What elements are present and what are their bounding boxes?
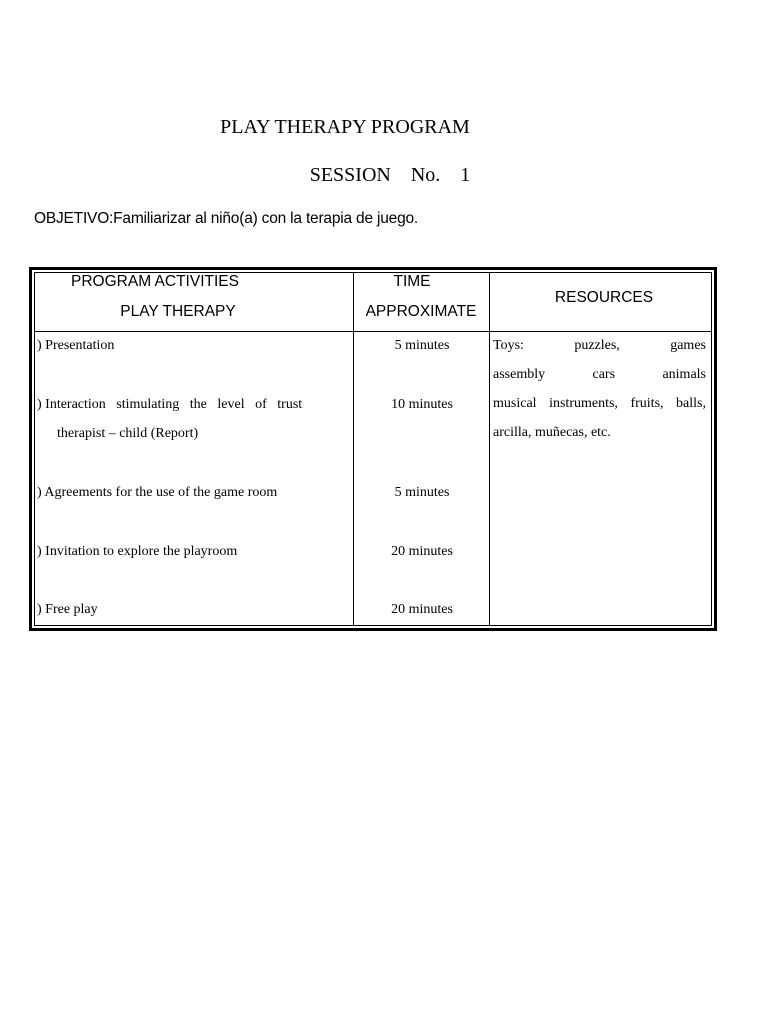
resources-line: assembly cars animals [493,367,706,382]
session-number: SESSION No. 1 [309,164,471,186]
activity-cell: ) Agreements for the use of the game room [37,485,278,500]
column-divider [489,273,490,625]
resources-line: Toys: puzzles, games [493,338,706,353]
header-activities-line1: PROGRAM ACTIVITIES [71,273,239,290]
time-cell: 5 minutes [394,485,450,500]
column-divider [353,273,354,625]
document-title: PLAY THERAPY PROGRAM [220,116,470,138]
time-cell: 10 minutes [391,397,453,412]
time-cell: 5 minutes [394,338,450,353]
header-resources: RESOURCES [554,289,654,306]
header-time-line2: APPROXIMATE [365,303,477,320]
resources-line: arcilla, muñecas, etc. [493,425,611,440]
activity-cell: ) Interaction stimulating the level of trust [37,397,303,412]
activity-cell-continuation: therapist – child (Report) [57,426,199,441]
resources-line: musical instruments, fruits, balls, [493,396,706,411]
activity-cell: ) Free play [37,602,98,617]
program-table [29,267,717,631]
resources-cell [493,331,706,447]
header-time-line1: TIME [393,273,431,290]
time-cell: 20 minutes [391,602,453,617]
objective-text: OBJETIVO:Familiarizar al niño(a) con la terapia de juego. [34,210,419,227]
time-cell: 20 minutes [391,544,453,559]
table-inner-border [34,272,712,626]
header-activities-line2: PLAY THERAPY [120,303,236,320]
activity-cell: ) Presentation [37,338,115,353]
activity-cell: ) Invitation to explore the playroom [37,544,238,559]
